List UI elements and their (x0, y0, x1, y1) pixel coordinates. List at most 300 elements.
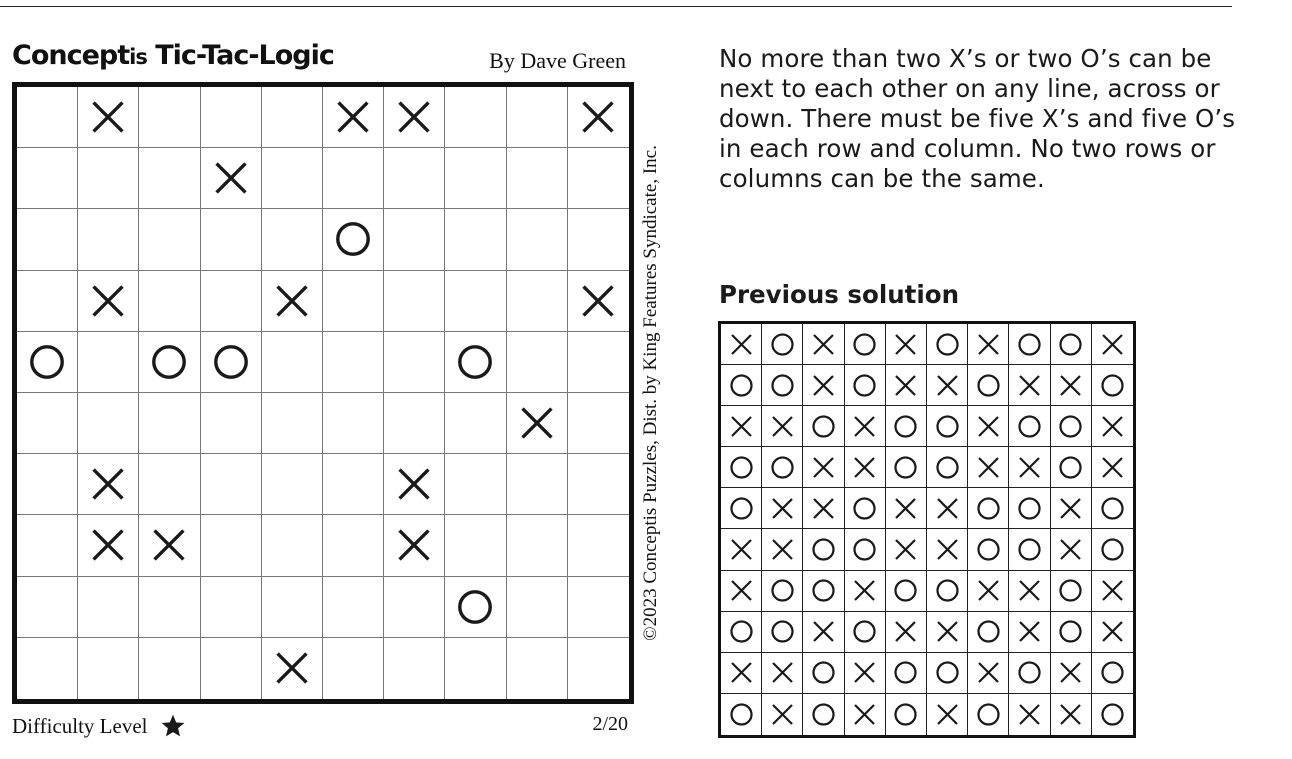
solution-cell-r6-c2 (762, 529, 803, 570)
puzzle-cell-r10-c3 (139, 638, 200, 699)
solution-cell-r1-c10 (1092, 324, 1133, 365)
solution-cell-r3-c6 (927, 406, 968, 447)
puzzle-cell-r2-c3 (139, 148, 200, 209)
solution-cell-r2-c9 (1051, 365, 1092, 406)
puzzle-cell-r8-c1 (17, 515, 78, 576)
puzzle-cell-r1-c10 (568, 87, 629, 148)
solution-cell-r9-c6 (927, 653, 968, 694)
x-mark-icon (729, 578, 754, 603)
o-mark-icon (811, 578, 836, 603)
x-mark-icon (334, 98, 372, 136)
x-mark-icon (729, 537, 754, 562)
x-mark-icon (729, 660, 754, 685)
solution-cell-r1-c1 (721, 324, 762, 365)
solution-cell-r3-c3 (803, 406, 844, 447)
o-mark-icon (1017, 414, 1042, 439)
puzzle-cell-r7-c9 (507, 454, 568, 515)
x-mark-icon (976, 414, 1001, 439)
solution-cell-r2-c6 (927, 365, 968, 406)
solution-cell-r4-c4 (845, 447, 886, 488)
solution-cell-r6-c3 (803, 529, 844, 570)
o-mark-icon (811, 702, 836, 727)
puzzle-cell-r7-c6 (323, 454, 384, 515)
solution-cell-r8-c6 (927, 612, 968, 653)
puzzle-cell-r9-c9 (507, 577, 568, 638)
x-mark-icon (1100, 414, 1125, 439)
solution-cell-r6-c5 (886, 529, 927, 570)
solution-cell-r7-c5 (886, 571, 927, 612)
x-mark-icon (1100, 332, 1125, 357)
o-mark-icon (935, 660, 960, 685)
solution-cell-r8-c9 (1051, 612, 1092, 653)
title-is: is (129, 45, 147, 69)
x-mark-icon (811, 332, 836, 357)
x-mark-icon (935, 373, 960, 398)
x-mark-icon (935, 702, 960, 727)
title-main: Concept (12, 40, 130, 71)
solution-cell-r8-c2 (762, 612, 803, 653)
x-mark-icon (518, 404, 556, 442)
puzzle-cell-r5-c7 (384, 332, 445, 393)
solution-cell-r8-c7 (968, 612, 1009, 653)
o-mark-icon (1100, 496, 1125, 521)
solution-cell-r9-c8 (1009, 653, 1050, 694)
solution-cell-r10-c7 (968, 694, 1009, 735)
puzzle-cell-r5-c3 (139, 332, 200, 393)
solution-cell-r7-c8 (1009, 571, 1050, 612)
solution-cell-r6-c7 (968, 529, 1009, 570)
x-mark-icon (976, 660, 1001, 685)
puzzle-cell-r9-c1 (17, 577, 78, 638)
puzzle-cell-r3-c8 (445, 209, 506, 270)
solution-cell-r2-c1 (721, 365, 762, 406)
puzzle-cell-r3-c7 (384, 209, 445, 270)
puzzle-cell-r3-c4 (201, 209, 262, 270)
o-mark-icon (1058, 619, 1083, 644)
puzzle-cell-r5-c4 (201, 332, 262, 393)
puzzle-cell-r8-c9 (507, 515, 568, 576)
solution-cell-r10-c9 (1051, 694, 1092, 735)
solution-cell-r5-c7 (968, 488, 1009, 529)
o-mark-icon (334, 220, 372, 258)
o-mark-icon (976, 373, 1001, 398)
puzzle-cell-r4-c10 (568, 271, 629, 332)
solution-cell-r3-c2 (762, 406, 803, 447)
puzzle-cell-r6-c4 (201, 393, 262, 454)
puzzle-cell-r8-c5 (262, 515, 323, 576)
solution-cell-r1-c8 (1009, 324, 1050, 365)
puzzle-cell-r8-c4 (201, 515, 262, 576)
solution-cell-r7-c10 (1092, 571, 1133, 612)
puzzle-cell-r4-c5 (262, 271, 323, 332)
puzzle-cell-r10-c8 (445, 638, 506, 699)
puzzle-cell-r1-c5 (262, 87, 323, 148)
puzzle-cell-r9-c7 (384, 577, 445, 638)
o-mark-icon (1058, 578, 1083, 603)
x-mark-icon (1017, 702, 1042, 727)
solution-cell-r8-c1 (721, 612, 762, 653)
puzzle-cell-r2-c8 (445, 148, 506, 209)
solution-cell-r7-c2 (762, 571, 803, 612)
puzzle-cell-r2-c5 (262, 148, 323, 209)
puzzle-cell-r6-c1 (17, 393, 78, 454)
o-mark-icon (976, 702, 1001, 727)
x-mark-icon (1017, 619, 1042, 644)
star-icon (160, 713, 186, 739)
solution-cell-r4-c3 (803, 447, 844, 488)
x-mark-icon (852, 660, 877, 685)
solution-cell-r10-c8 (1009, 694, 1050, 735)
puzzle-cell-r6-c5 (262, 393, 323, 454)
solution-cell-r10-c2 (762, 694, 803, 735)
title-rest: Tic-Tac-Logic (146, 40, 334, 71)
solution-cell-r4-c9 (1051, 447, 1092, 488)
puzzle-cell-r3-c5 (262, 209, 323, 270)
puzzle-cell-r5-c6 (323, 332, 384, 393)
o-mark-icon (212, 343, 250, 381)
solution-cell-r7-c3 (803, 571, 844, 612)
solution-cell-r10-c10 (1092, 694, 1133, 735)
o-mark-icon (729, 496, 754, 521)
o-mark-icon (770, 373, 795, 398)
puzzle-grid (12, 82, 634, 704)
solution-cell-r1-c4 (845, 324, 886, 365)
puzzle-cell-r5-c2 (78, 332, 139, 393)
puzzle-cell-r4-c8 (445, 271, 506, 332)
o-mark-icon (28, 343, 66, 381)
o-mark-icon (729, 702, 754, 727)
solution-cell-r5-c2 (762, 488, 803, 529)
puzzle-cell-r3-c1 (17, 209, 78, 270)
o-mark-icon (456, 343, 494, 381)
o-mark-icon (893, 455, 918, 480)
o-mark-icon (893, 660, 918, 685)
solution-cell-r1-c5 (886, 324, 927, 365)
o-mark-icon (770, 578, 795, 603)
puzzle-cell-r1-c3 (139, 87, 200, 148)
x-mark-icon (893, 619, 918, 644)
o-mark-icon (1017, 332, 1042, 357)
difficulty-stars (148, 713, 186, 739)
o-mark-icon (1058, 455, 1083, 480)
x-mark-icon (770, 496, 795, 521)
puzzle-cell-r10-c7 (384, 638, 445, 699)
puzzle-cell-r10-c6 (323, 638, 384, 699)
difficulty-level (12, 713, 186, 739)
x-mark-icon (893, 332, 918, 357)
solution-cell-r1-c2 (762, 324, 803, 365)
puzzle-cell-r3-c3 (139, 209, 200, 270)
puzzle-cell-r10-c10 (568, 638, 629, 699)
solution-cell-r5-c5 (886, 488, 927, 529)
o-mark-icon (1058, 414, 1083, 439)
x-mark-icon (1100, 455, 1125, 480)
x-mark-icon (729, 332, 754, 357)
solution-cell-r2-c7 (968, 365, 1009, 406)
solution-cell-r7-c1 (721, 571, 762, 612)
o-mark-icon (976, 537, 1001, 562)
solution-cell-r5-c8 (1009, 488, 1050, 529)
x-mark-icon (273, 282, 311, 320)
puzzle-cell-r9-c6 (323, 577, 384, 638)
puzzle-cell-r1-c6 (323, 87, 384, 148)
puzzle-cell-r10-c4 (201, 638, 262, 699)
puzzle-cell-r2-c6 (323, 148, 384, 209)
solution-cell-r5-c4 (845, 488, 886, 529)
solution-cell-r9-c10 (1092, 653, 1133, 694)
solution-cell-r10-c4 (845, 694, 886, 735)
puzzle-cell-r6-c10 (568, 393, 629, 454)
puzzle-cell-r2-c4 (201, 148, 262, 209)
o-mark-icon (935, 455, 960, 480)
puzzle-cell-r6-c9 (507, 393, 568, 454)
x-mark-icon (811, 373, 836, 398)
solution-cell-r4-c10 (1092, 447, 1133, 488)
puzzle-cell-r8-c6 (323, 515, 384, 576)
solution-cell-r8-c10 (1092, 612, 1133, 653)
x-mark-icon (1058, 660, 1083, 685)
x-mark-icon (395, 526, 433, 564)
puzzle-cell-r7-c8 (445, 454, 506, 515)
solution-cell-r3-c4 (845, 406, 886, 447)
x-mark-icon (976, 578, 1001, 603)
puzzle-cell-r7-c7 (384, 454, 445, 515)
solution-cell-r3-c7 (968, 406, 1009, 447)
x-mark-icon (811, 496, 836, 521)
puzzle-cell-r5-c1 (17, 332, 78, 393)
solution-cell-r4-c1 (721, 447, 762, 488)
x-mark-icon (89, 465, 127, 503)
puzzle-cell-r4-c3 (139, 271, 200, 332)
puzzle-cell-r1-c7 (384, 87, 445, 148)
o-mark-icon (852, 537, 877, 562)
puzzle-cell-r7-c10 (568, 454, 629, 515)
solution-cell-r2-c10 (1092, 365, 1133, 406)
o-mark-icon (811, 660, 836, 685)
solution-cell-r3-c9 (1051, 406, 1092, 447)
x-mark-icon (852, 702, 877, 727)
solution-cell-r1-c6 (927, 324, 968, 365)
puzzle-cell-r4-c4 (201, 271, 262, 332)
puzzle-cell-r9-c5 (262, 577, 323, 638)
byline: By Dave Green (489, 48, 626, 73)
puzzle-cell-r3-c9 (507, 209, 568, 270)
x-mark-icon (1100, 619, 1125, 644)
solution-cell-r8-c8 (1009, 612, 1050, 653)
o-mark-icon (935, 578, 960, 603)
solution-cell-r3-c5 (886, 406, 927, 447)
o-mark-icon (1058, 332, 1083, 357)
solution-cell-r5-c9 (1051, 488, 1092, 529)
x-mark-icon (1058, 496, 1083, 521)
solution-grid (718, 321, 1136, 738)
x-mark-icon (273, 649, 311, 687)
solution-cell-r9-c1 (721, 653, 762, 694)
solution-cell-r3-c10 (1092, 406, 1133, 447)
solution-cell-r7-c9 (1051, 571, 1092, 612)
puzzle-date: 2/20 (592, 713, 628, 735)
solution-cell-r10-c5 (886, 694, 927, 735)
x-mark-icon (893, 496, 918, 521)
solution-cell-r3-c1 (721, 406, 762, 447)
o-mark-icon (976, 619, 1001, 644)
x-mark-icon (1017, 455, 1042, 480)
solution-cell-r5-c1 (721, 488, 762, 529)
puzzle-cell-r4-c1 (17, 271, 78, 332)
o-mark-icon (852, 619, 877, 644)
solution-cell-r4-c2 (762, 447, 803, 488)
puzzle-cell-r1-c1 (17, 87, 78, 148)
x-mark-icon (935, 619, 960, 644)
puzzle-cell-r7-c4 (201, 454, 262, 515)
solution-cell-r4-c7 (968, 447, 1009, 488)
solution-cell-r7-c6 (927, 571, 968, 612)
x-mark-icon (1017, 373, 1042, 398)
puzzle-cell-r7-c1 (17, 454, 78, 515)
difficulty-label: Difficulty Level (12, 713, 148, 738)
x-mark-icon (395, 98, 433, 136)
solution-cell-r5-c3 (803, 488, 844, 529)
x-mark-icon (89, 526, 127, 564)
o-mark-icon (1017, 537, 1042, 562)
o-mark-icon (811, 537, 836, 562)
solution-heading: Previous solution (719, 280, 960, 309)
solution-cell-r4-c5 (886, 447, 927, 488)
puzzle-cell-r1-c4 (201, 87, 262, 148)
x-mark-icon (1058, 702, 1083, 727)
x-mark-icon (976, 332, 1001, 357)
puzzle-cell-r9-c2 (78, 577, 139, 638)
puzzle-cell-r3-c10 (568, 209, 629, 270)
puzzle-cell-r4-c6 (323, 271, 384, 332)
solution-cell-r9-c4 (845, 653, 886, 694)
x-mark-icon (770, 660, 795, 685)
solution-cell-r6-c4 (845, 529, 886, 570)
puzzle-cell-r10-c5 (262, 638, 323, 699)
top-rule (0, 6, 1232, 7)
puzzle-cell-r2-c9 (507, 148, 568, 209)
solution-cell-r6-c1 (721, 529, 762, 570)
solution-cell-r2-c5 (886, 365, 927, 406)
solution-cell-r1-c3 (803, 324, 844, 365)
o-mark-icon (770, 332, 795, 357)
o-mark-icon (1100, 660, 1125, 685)
solution-cell-r7-c7 (968, 571, 1009, 612)
solution-cell-r8-c4 (845, 612, 886, 653)
o-mark-icon (456, 588, 494, 626)
solution-cell-r7-c4 (845, 571, 886, 612)
o-mark-icon (935, 414, 960, 439)
puzzle-cell-r4-c2 (78, 271, 139, 332)
solution-cell-r6-c8 (1009, 529, 1050, 570)
o-mark-icon (150, 343, 188, 381)
o-mark-icon (729, 455, 754, 480)
puzzle-cell-r8-c3 (139, 515, 200, 576)
puzzle-cell-r10-c2 (78, 638, 139, 699)
o-mark-icon (729, 619, 754, 644)
puzzle-cell-r7-c2 (78, 454, 139, 515)
x-mark-icon (935, 537, 960, 562)
puzzle-cell-r1-c8 (445, 87, 506, 148)
rules-text: No more than two X’s or two O’s can be next to each other on any line, across or down. There must be five X’s and five O’s in each row and column. No two rows or columns can be the same. (719, 44, 1236, 193)
solution-cell-r2-c8 (1009, 365, 1050, 406)
o-mark-icon (893, 414, 918, 439)
o-mark-icon (1017, 496, 1042, 521)
solution-cell-r3-c8 (1009, 406, 1050, 447)
solution-cell-r9-c7 (968, 653, 1009, 694)
o-mark-icon (852, 332, 877, 357)
o-mark-icon (976, 496, 1001, 521)
puzzle-cell-r5-c5 (262, 332, 323, 393)
x-mark-icon (811, 455, 836, 480)
x-mark-icon (89, 282, 127, 320)
o-mark-icon (1017, 660, 1042, 685)
solution-cell-r10-c6 (927, 694, 968, 735)
o-mark-icon (935, 332, 960, 357)
x-mark-icon (770, 702, 795, 727)
puzzle-cell-r2-c2 (78, 148, 139, 209)
puzzle-cell-r8-c8 (445, 515, 506, 576)
x-mark-icon (579, 98, 617, 136)
x-mark-icon (935, 496, 960, 521)
puzzle-cell-r9-c4 (201, 577, 262, 638)
o-mark-icon (893, 702, 918, 727)
puzzle-cell-r9-c8 (445, 577, 506, 638)
puzzle-cell-r6-c6 (323, 393, 384, 454)
solution-cell-r2-c3 (803, 365, 844, 406)
puzzle-cell-r6-c8 (445, 393, 506, 454)
solution-cell-r6-c10 (1092, 529, 1133, 570)
puzzle-cell-r6-c2 (78, 393, 139, 454)
puzzle-cell-r4-c9 (507, 271, 568, 332)
solution-cell-r2-c2 (762, 365, 803, 406)
puzzle-cell-r10-c1 (17, 638, 78, 699)
solution-cell-r10-c3 (803, 694, 844, 735)
x-mark-icon (729, 414, 754, 439)
solution-cell-r10-c1 (721, 694, 762, 735)
puzzle-cell-r9-c3 (139, 577, 200, 638)
puzzle-cell-r5-c8 (445, 332, 506, 393)
x-mark-icon (852, 455, 877, 480)
x-mark-icon (811, 619, 836, 644)
x-mark-icon (150, 526, 188, 564)
x-mark-icon (395, 465, 433, 503)
puzzle-cell-r7-c3 (139, 454, 200, 515)
o-mark-icon (729, 373, 754, 398)
x-mark-icon (89, 98, 127, 136)
x-mark-icon (1058, 537, 1083, 562)
puzzle-cell-r7-c5 (262, 454, 323, 515)
x-mark-icon (770, 537, 795, 562)
solution-cell-r9-c2 (762, 653, 803, 694)
puzzle-cell-r2-c10 (568, 148, 629, 209)
solution-cell-r9-c5 (886, 653, 927, 694)
copyright-text: ©2023 Conceptis Puzzles, Dist. by King Features Syndicate, Inc. (640, 145, 661, 641)
puzzle-cell-r1-c2 (78, 87, 139, 148)
puzzle-cell-r8-c7 (384, 515, 445, 576)
x-mark-icon (770, 414, 795, 439)
x-mark-icon (212, 159, 250, 197)
o-mark-icon (852, 496, 877, 521)
puzzle-cell-r3-c2 (78, 209, 139, 270)
puzzle-cell-r5-c10 (568, 332, 629, 393)
puzzle-cell-r6-c3 (139, 393, 200, 454)
o-mark-icon (811, 414, 836, 439)
puzzle-cell-r10-c9 (507, 638, 568, 699)
o-mark-icon (1100, 702, 1125, 727)
solution-cell-r4-c8 (1009, 447, 1050, 488)
puzzle-cell-r4-c7 (384, 271, 445, 332)
